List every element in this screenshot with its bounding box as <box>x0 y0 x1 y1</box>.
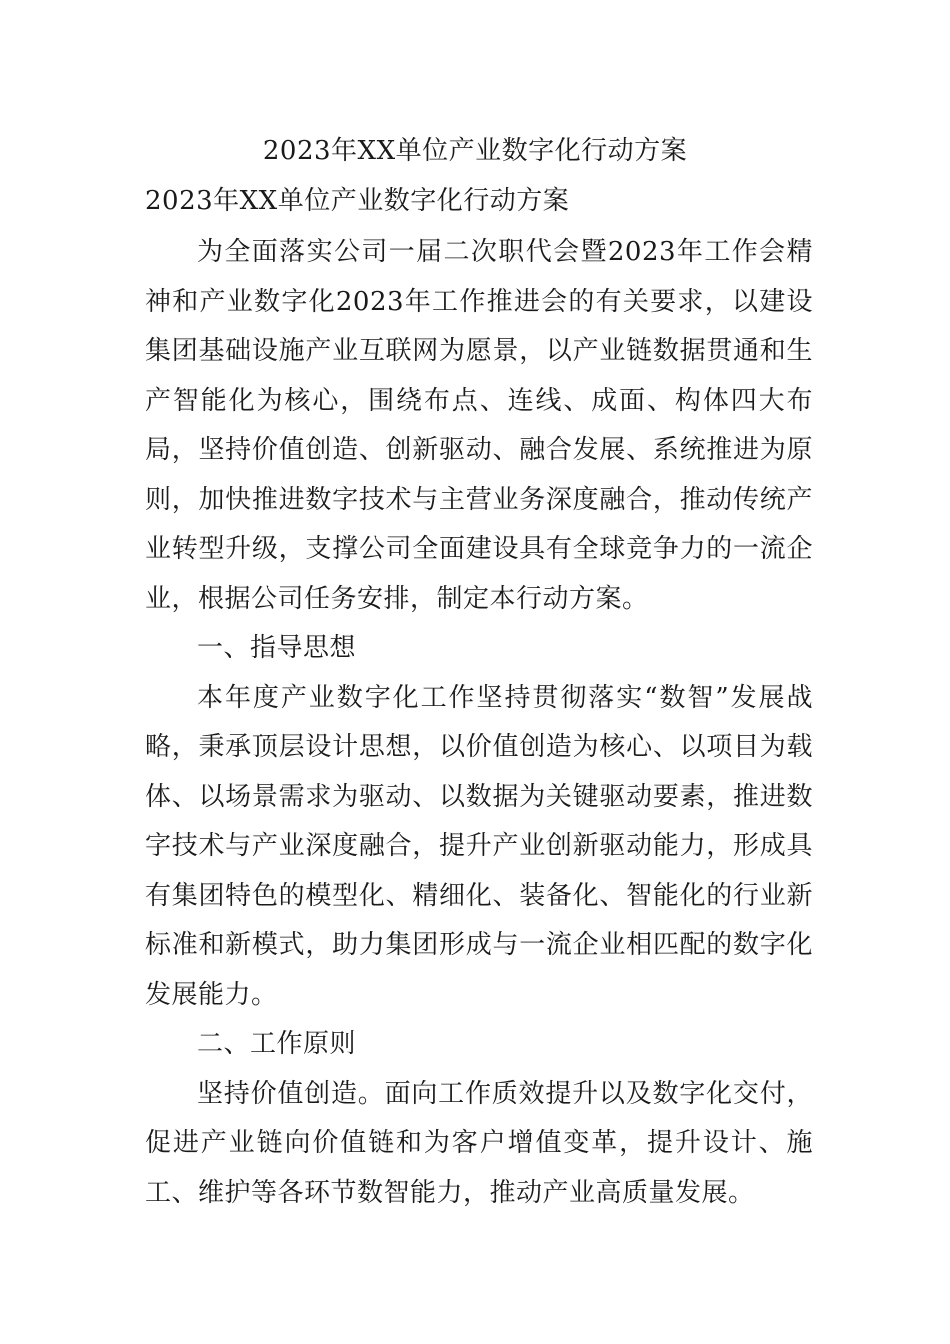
intro-paragraph: 为全面落实公司一届二次职代会暨2023年工作会精神和产业数字化2023年工作推进会的有关要求，以建设集团基础设施产业互联网为愿景，以产业链数据贯通和生产智能化为核心，围绕布点、连线、成面、构体四大布局，坚持价值创造、创新驱动、融合发展、系统推进为原则，加快推进数字技术与主营业务深度融合，推动传统产业转型升级，支撑公司全面建设具有全球竞争力的一流企业，根据公司任务安排，制定本行动方案。 <box>145 237 813 614</box>
document-title: 2023年XX单位产业数字化行动方案 <box>262 136 688 166</box>
document-body <box>145 228 813 1218</box>
section-heading-guiding-ideology: 一、指导思想 <box>197 633 357 663</box>
document-subtitle: 2023年XX单位产业数字化行动方案 <box>145 186 570 216</box>
work-principles-paragraph: 坚持价值创造。面向工作质效提升以及数字化交付，促进产业链向价值链和为客户增值变革，提升设计、施工、维护等各环节数智能力，推动产业高质量发展。 <box>145 1078 813 1208</box>
guiding-ideology-paragraph: 本年度产业数字化工作坚持贯彻落实“数智”发展战略，秉承顶层设计思想，以价值创造为核心、以项目为载体、以场景需求为驱动、以数据为关键驱动要素，推进数字技术与产业深度融合，提升产业创新驱动能力，形成具有集团特色的模型化、精细化、装备化、智能化的行业新标准和新模式，助力集团形成与一流企业相匹配的数字化发展能力。 <box>145 682 813 1010</box>
section-heading-work-principles: 二、工作原则 <box>197 1029 357 1059</box>
